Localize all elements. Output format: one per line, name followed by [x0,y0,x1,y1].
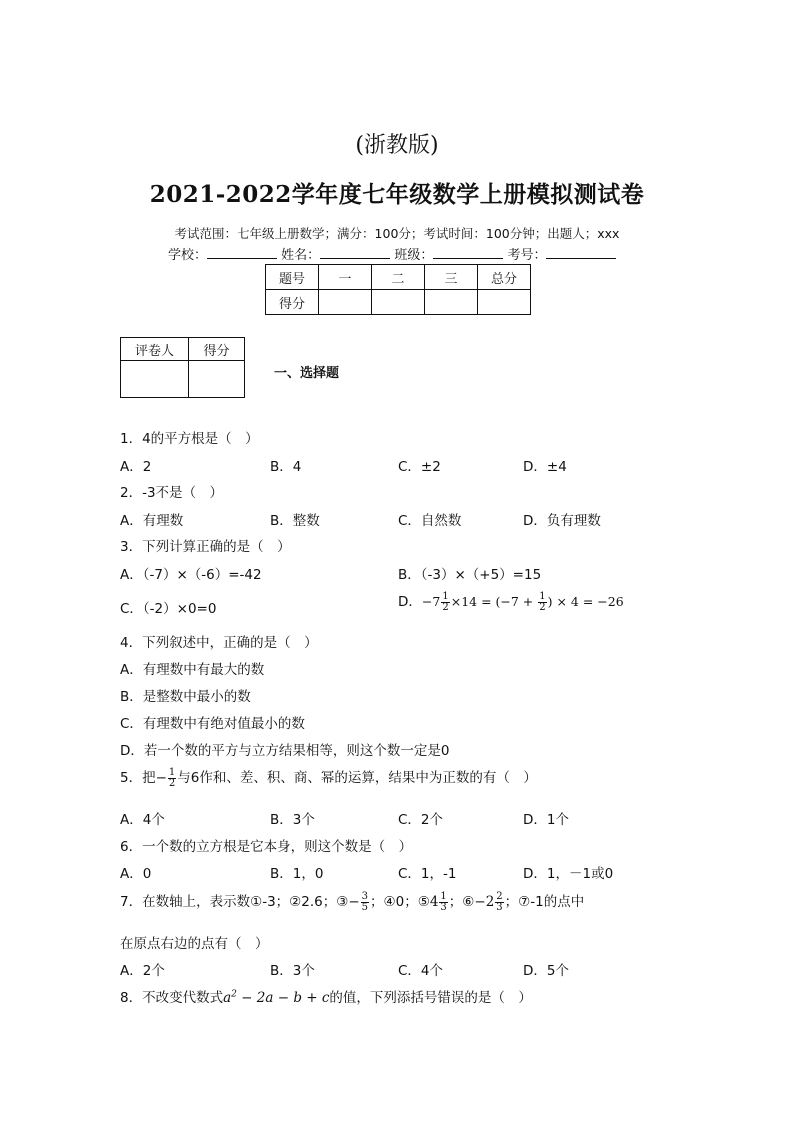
option-b[interactable]: B．4 [270,459,302,475]
score-cell[interactable] [425,290,478,315]
question-stem [120,890,584,913]
stem-prefix: 7．在数轴上，表示数①-3；②2.6；③ [120,894,349,910]
option-b[interactable]: B．3个 [270,963,315,979]
mixed-neg-two-two-thirds: −2 $\frac{2}{3}$ [474,891,503,913]
grader-cell[interactable] [189,361,245,398]
option-c[interactable]: C．2个 [398,812,444,828]
option-a[interactable]: A．2 [120,459,152,475]
score-cell[interactable] [372,290,425,315]
expression: $a^2 - 2a - b + c$ [223,989,330,1006]
stem-suffix: 与6作和、差、积、商、幂的运算，结果中为正数的有（ ） [177,770,537,786]
option-a[interactable]: A．4个 [120,812,165,828]
option-b[interactable]: B．1，0 [270,866,324,882]
option-d-formula: −7 $\frac{1}{2}$ ×14 = (−7 + $\frac{1}{2}$ ) × 4 = −26 [421,591,624,613]
option-b[interactable]: B．3个 [270,812,315,828]
grader-cell[interactable] [121,361,189,398]
student-fields [168,244,616,263]
score-table-header-row [266,265,531,290]
option-b[interactable]: B．整数 [270,513,320,529]
stem-prefix: 5．把 [120,770,156,786]
section-title: 一、选择题 [274,366,340,381]
exam-info: 考试范围：七年级上册数学；满分：100分；考试时间：100分钟；出题人；xxx [174,226,620,241]
exam-title: 2021-2022学年度七年级数学上册模拟测试卷 [149,181,645,208]
name-blank[interactable] [320,246,390,259]
option-d[interactable]: D．若一个数的平方与立方结果相等，则这个数一定是0 [120,743,450,759]
option-b[interactable]: B．是整数中最小的数 [120,689,251,705]
question-stem: 1．4的平方根是（ ） [120,431,259,447]
stem-suffix: 的值，下列添括号错误的是（ ） [329,990,532,1006]
score-header-cell: 二 [372,265,425,290]
option-a[interactable]: A．有理数 [120,513,184,529]
name-label: 姓名： [281,248,321,263]
question-stem: 2．-3不是（ ） [120,485,224,501]
score-table-score-row [266,290,531,315]
mixed-four-one-third: 4 $\frac{1}{3}$ [429,891,447,913]
question-stem-line2: 在原点右边的点有（ ） [120,936,269,952]
question-stem: 3．下列计算正确的是（ ） [120,539,291,555]
stem-mid: ；④0；⑤ [370,894,430,910]
question-stem [120,986,532,1006]
option-c[interactable]: C．自然数 [398,513,462,529]
fraction-neg-half: − $\frac{1}{2}$ [155,767,176,789]
option-c[interactable]: C．1，-1 [398,866,457,882]
option-d[interactable]: D．5个 [523,963,569,979]
question-stem: 4．下列叙述中，正确的是（ ） [120,635,318,651]
option-d[interactable]: D．1，－1或0 [523,866,614,882]
exam-no-label: 考号： [507,248,547,263]
option-b[interactable]: B．（-3）×（+5）=15 [398,567,542,583]
option-c[interactable]: C．（-2）×0=0 [120,601,217,617]
score-header-cell: 总分 [478,265,531,290]
option-d[interactable]: D．±4 [523,459,567,475]
fraction-neg-three-fifths: − $\frac{3}{5}$ [348,891,369,913]
stem-suffix: ；⑦-1的点中 [504,894,585,910]
option-c[interactable]: C．4个 [398,963,444,979]
score-table [265,264,531,315]
school-label: 学校： [168,248,208,263]
exam-no-blank[interactable] [546,246,616,259]
option-c[interactable]: C．±2 [398,459,441,475]
stem-mid: ；⑥ [448,894,475,910]
option-a[interactable]: A．（-7）×（-6）=-42 [120,567,262,583]
score-header-cell: 三 [425,265,478,290]
option-d[interactable]: D．负有理数 [523,513,601,529]
option-a[interactable]: A．2个 [120,963,165,979]
question-stem: 6．一个数的立方根是它本身，则这个数是（ ） [120,839,413,855]
question-stem [120,766,537,789]
score-cell[interactable] [319,290,372,315]
score-header-cell: 一 [319,265,372,290]
score-cell[interactable] [478,290,531,315]
grader-table [120,337,245,398]
class-blank[interactable] [433,246,503,259]
score-row-label: 得分 [266,290,319,315]
grader-header-cell: 评卷人 [121,338,189,361]
option-d-label: D． [398,594,422,610]
option-d[interactable] [398,590,624,613]
school-blank[interactable] [207,246,277,259]
option-a[interactable]: A．0 [120,866,152,882]
option-c[interactable]: C．有理数中有绝对值最小的数 [120,716,305,732]
stem-prefix: 8．不改变代数式 [120,990,224,1006]
class-label: 班级： [394,248,434,263]
edition-label: (浙教版) [355,133,439,158]
option-a[interactable]: A．有理数中有最大的数 [120,662,265,678]
grader-header-cell: 得分 [189,338,245,361]
score-header-cell: 题号 [266,265,319,290]
option-d[interactable]: D．1个 [523,812,569,828]
